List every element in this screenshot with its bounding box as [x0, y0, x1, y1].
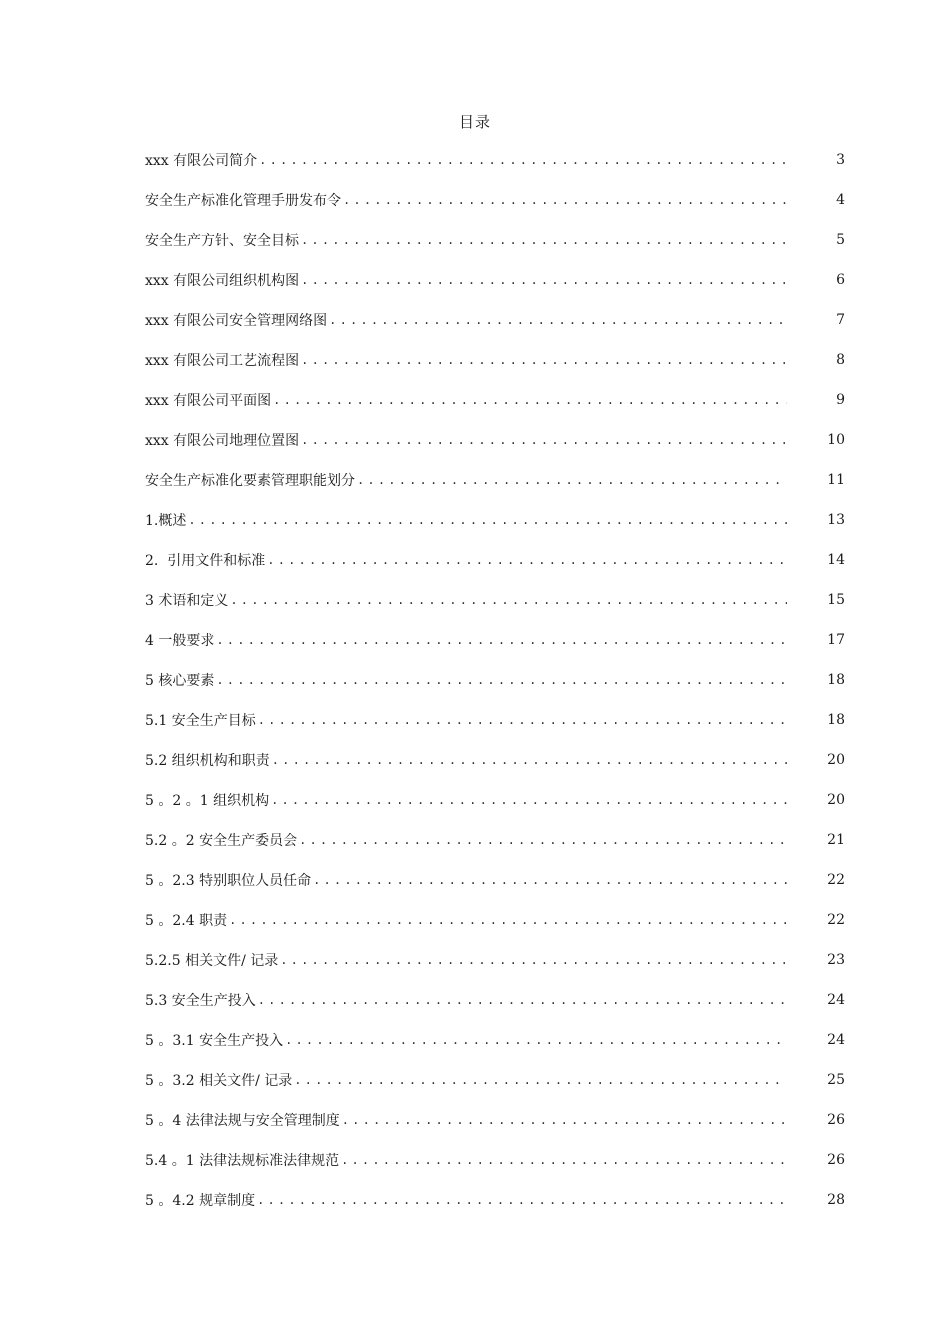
toc-dot-leader — [257, 1193, 787, 1207]
toc-entry-label: 5.2.5 相关文件/ 记录 — [145, 953, 279, 969]
toc-dot-leader — [341, 1153, 787, 1167]
toc-entry-page-number: 20 — [827, 792, 845, 808]
toc-dot-leader — [342, 1113, 787, 1127]
toc-entry[interactable] — [145, 540, 845, 580]
toc-entry[interactable] — [145, 900, 845, 940]
toc-dot-leader — [267, 553, 787, 567]
toc-dot-leader — [357, 473, 787, 487]
toc-entry-page-number: 22 — [827, 912, 845, 928]
toc-entry-label: 5.1 安全生产目标 — [145, 713, 256, 729]
toc-entry[interactable] — [145, 860, 845, 900]
toc-entry-label: 5 。2.3 特别职位人员任命 — [145, 873, 312, 889]
toc-entry-page-number: 22 — [827, 872, 845, 888]
toc-entry[interactable] — [145, 820, 845, 860]
toc-entry-label: xxx 有限公司组织机构图 — [145, 273, 300, 289]
toc-dot-leader — [294, 1073, 787, 1087]
toc-entry[interactable] — [145, 140, 845, 180]
toc-entry[interactable] — [145, 260, 845, 300]
toc-entry[interactable] — [145, 660, 845, 700]
toc-entry-page-number: 13 — [827, 512, 845, 528]
toc-dot-leader — [329, 313, 787, 327]
toc-entry-page-number: 17 — [827, 632, 845, 648]
toc-dot-leader — [258, 993, 787, 1007]
toc-entry[interactable] — [145, 580, 845, 620]
toc-entry-label: 5 核心要素 — [145, 673, 215, 689]
toc-dot-leader — [285, 1033, 787, 1047]
toc-entry[interactable] — [145, 500, 845, 540]
toc-entry-page-number: 26 — [827, 1152, 845, 1168]
toc-entry-label: xxx 有限公司安全管理网络图 — [145, 313, 328, 329]
toc-entry-label: 5 。4.2 规章制度 — [145, 1193, 256, 1209]
toc-entry-page-number: 11 — [827, 472, 845, 488]
toc-dot-leader — [271, 793, 787, 807]
toc-entry-page-number: 3 — [836, 152, 845, 168]
toc-entry-label: 3 术语和定义 — [145, 593, 229, 609]
toc-entry-label: xxx 有限公司地理位置图 — [145, 433, 300, 449]
toc-entry[interactable] — [145, 940, 845, 980]
toc-entry-label: xxx 有限公司简介 — [145, 153, 258, 169]
toc-entry-label: 安全生产标准化管理手册发布令 — [145, 193, 341, 209]
toc-entry[interactable] — [145, 780, 845, 820]
toc-entry-label: 5 。2 。1 组织机构 — [145, 793, 270, 809]
toc-entry-label: xxx 有限公司平面图 — [145, 393, 272, 409]
toc-dot-leader — [230, 593, 787, 607]
toc-dot-leader — [258, 713, 787, 727]
toc-entry-page-number: 26 — [827, 1112, 845, 1128]
toc-dot-leader — [216, 673, 787, 687]
toc-dot-leader — [301, 433, 787, 447]
toc-entry-label: 5.4 。1 法律法规标准法律规范 — [145, 1153, 340, 1169]
toc-entry[interactable] — [145, 180, 845, 220]
toc-dot-leader — [343, 193, 787, 207]
toc-entry-label: 5 。3.2 相关文件/ 记录 — [145, 1073, 293, 1089]
toc-dot-leader — [301, 273, 787, 287]
toc-entry-page-number: 18 — [827, 672, 845, 688]
toc-entry[interactable] — [145, 1020, 845, 1060]
toc-entry-page-number: 23 — [827, 952, 845, 968]
toc-entry[interactable] — [145, 1180, 845, 1220]
toc-entry[interactable] — [145, 460, 845, 500]
toc-entry-page-number: 7 — [836, 312, 845, 328]
toc-entry-page-number: 9 — [836, 392, 845, 408]
toc-entry[interactable] — [145, 340, 845, 380]
toc-entry[interactable] — [145, 300, 845, 340]
toc-entry[interactable] — [145, 1140, 845, 1180]
toc-dot-leader — [313, 873, 787, 887]
toc-dot-leader — [272, 753, 787, 767]
toc-entry[interactable] — [145, 980, 845, 1020]
toc-dot-leader — [299, 833, 787, 847]
toc-entry-page-number: 28 — [827, 1192, 845, 1208]
toc-entry-label: 1.概述 — [145, 513, 187, 529]
toc-entry[interactable] — [145, 1100, 845, 1140]
toc-dot-leader — [280, 953, 787, 967]
toc-entry[interactable] — [145, 380, 845, 420]
toc-entry-page-number: 18 — [827, 712, 845, 728]
toc-dot-leader — [301, 233, 787, 247]
toc-entry-page-number: 20 — [827, 752, 845, 768]
toc-list — [145, 140, 845, 1220]
toc-entry[interactable] — [145, 700, 845, 740]
toc-entry-label: 5.3 安全生产投入 — [145, 993, 256, 1009]
toc-entry[interactable] — [145, 1060, 845, 1100]
toc-entry-page-number: 21 — [827, 832, 845, 848]
toc-entry-page-number: 10 — [827, 432, 845, 448]
toc-dot-leader — [229, 913, 787, 927]
toc-entry[interactable] — [145, 420, 845, 460]
toc-dot-leader — [216, 633, 787, 647]
toc-entry-label: 5 。4 法律法规与安全管理制度 — [145, 1113, 340, 1129]
toc-dot-leader — [188, 513, 787, 527]
toc-entry-page-number: 8 — [836, 352, 845, 368]
toc-entry-label: 5.2 组织机构和职责 — [145, 753, 270, 769]
toc-entry-page-number: 4 — [836, 192, 845, 208]
toc-dot-leader — [259, 153, 787, 167]
toc-entry-label: 5.2 。2 安全生产委员会 — [145, 833, 298, 849]
toc-entry-label: 5 。3.1 安全生产投入 — [145, 1033, 284, 1049]
toc-entry-label: 4 一般要求 — [145, 633, 215, 649]
toc-entry-page-number: 25 — [827, 1072, 845, 1088]
toc-entry-page-number: 5 — [836, 232, 845, 248]
toc-entry-label: xxx 有限公司工艺流程图 — [145, 353, 300, 369]
toc-entry-label: 5 。2.4 职责 — [145, 913, 228, 929]
toc-entry[interactable] — [145, 620, 845, 660]
toc-entry-label: 2. 引用文件和标准 — [145, 553, 266, 569]
toc-dot-leader — [273, 393, 787, 407]
toc-entry[interactable] — [145, 740, 845, 780]
toc-entry-label: 安全生产标准化要素管理职能划分 — [145, 473, 355, 489]
toc-entry-label: 安全生产方针、安全目标 — [145, 233, 299, 249]
toc-dot-leader — [301, 353, 787, 367]
toc-entry-page-number: 15 — [827, 592, 845, 608]
toc-entry-page-number: 24 — [827, 1032, 845, 1048]
toc-entry[interactable] — [145, 220, 845, 260]
toc-entry-page-number: 14 — [827, 552, 845, 568]
toc-entry-page-number: 24 — [827, 992, 845, 1008]
toc-title: 目录 — [458, 113, 491, 131]
toc-entry-page-number: 6 — [836, 272, 845, 288]
